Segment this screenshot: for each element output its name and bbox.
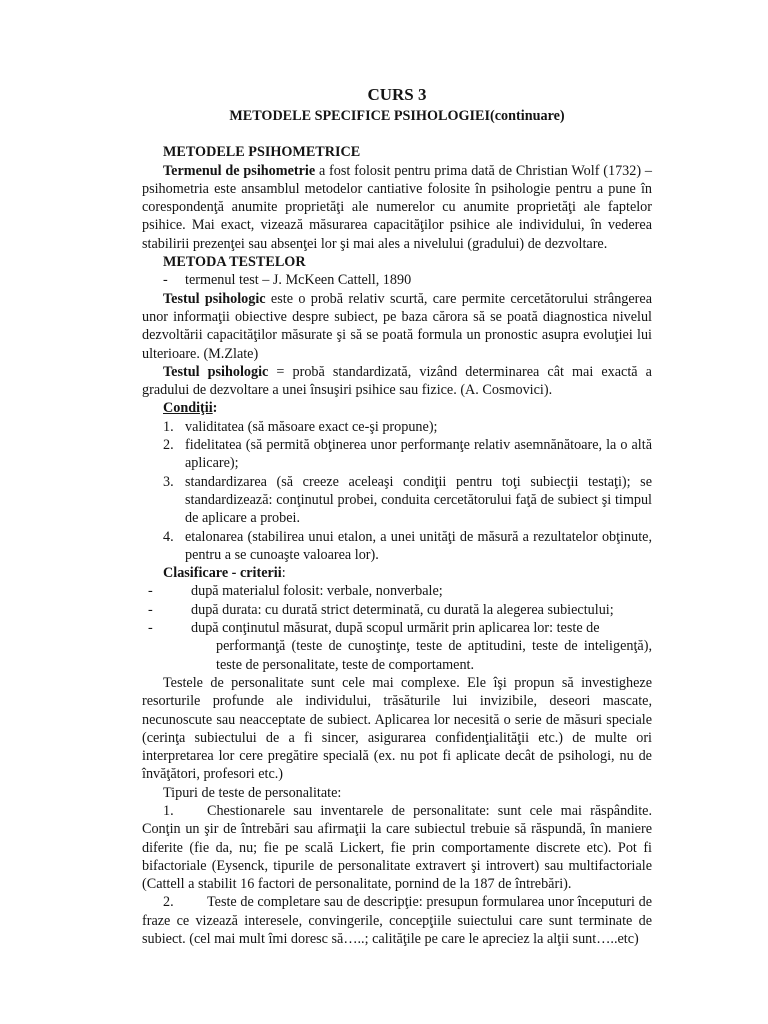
conditii-list — [142, 418, 652, 564]
list-item — [142, 418, 652, 436]
list-text: etalonarea (stabilirea unui etalon, a unei unităţi de măsură a rezultatelor obţinute, pentru a se cunoaşte valoarea lor). — [185, 528, 652, 563]
text-def2: = probă standardizată, vizând determinarea cât mai exactă a gradului de dezvoltare a unei însuşiri psihice sau fizice. (A. Cosmovici). — [142, 363, 652, 399]
text-def1: este o probă relativ scurtă, care permite cercetătorului strângerea unor informaţii obiective despre subiect, pe baza cărora să se poată diagnostica nivelul dezvoltării capacităţilor măsurate şi să se poată formula un pronostic asupra evoluţiei lui ulterioare. (M.Zlate) — [142, 290, 652, 362]
clasificare-label: Clasificare - criterii — [163, 565, 282, 582]
page-subtitle: METODELE SPECIFICE PSIHOLOGIEI(continuare) — [229, 108, 565, 124]
text-psihometrie: a fost folosit pentru prima dată de Christian Wolf (1732) – psihometria este ansamblul metodelor cantiative folosite în psihologie pentru a pune în corespondenţă anumite proprietăţi ale numerelor cu anumite proprietăţi ale faptelor psihice. Mai exact, vizează măsurarea capacităţilor psihice ale individului, în vederea stabilirii prezenţei sau absenţei lor şi mai ales a nivelului (gradului) de dezvoltare. — [142, 162, 652, 252]
page-title: CURS 3 — [367, 85, 427, 104]
list-text: standardizarea (să creeze aceleaşi condiţii pentru toţi subiecţii testaţi); se standardizează: conţinutul probei, conduita cercetătorului faţă de subiect şi timpul de aplicare a probei. — [185, 473, 652, 527]
clasificare-list — [142, 582, 652, 673]
list-text: Chestionarele sau inventarele de personalitate: sunt cele mai răspândite. Conţin un şir de întrebări sau afirmaţii la care subiectul trebuie să răspundă, în maniere diferite (fie da, nu; fie pe scală Lickert, fie prin comportamente discrete etc). Pot fi bifactoriale (Eysenck, tipurile de personalitate extravert şi introvert) sau multifactoriale (Cattell a stabilit 16 factori de personalitate, pornind de la 187 de întrebări). — [142, 802, 652, 893]
list-text: Teste de completare sau de descripţie: presupun formularea unor începuturi de fraze ce vizează interesele, convingerile, concepţiile suiectului care sunt terminate de subiect. (cel mai mult îmi doresc să…..; calităţile pe care le apreciez la alţii sunt…..etc) — [142, 894, 652, 948]
paragraph-psihometrie — [142, 162, 652, 253]
list-text: după conţinutul măsurat, după scopul urmărit prin aplicarea lor: teste de — [191, 620, 600, 637]
paragraph-personalitate: Testele de personalitate sunt cele mai complexe. Ele îşi propun să investigheze resorturile profunde ale individului, trăsăturile lui invizibile, deseori mascate, necunoscute sau neacceptate de subiect. Aplicarea lor necesită o serie de măsuri speciale (cerinţa subiectului de a fi sincer, asigurarea confidenţialităţii etc.) de multe ori interpretarea lor cere pregătire specială (ex. nu pot fi aplicate decât de psihologi, nu de învăţători, profesori etc.) — [142, 674, 652, 783]
list-item — [142, 619, 652, 637]
list-text: după durata: cu durată strict determinată, cu durată la alegerea subiectului; — [191, 601, 614, 618]
list-text: după materialul folosit: verbale, nonverbale; — [191, 583, 443, 600]
list-number: 2. — [163, 894, 174, 911]
section-heading-teste: METODA TESTELOR — [163, 254, 306, 271]
list-number: 1. — [163, 418, 174, 435]
paragraph-def1 — [142, 290, 652, 363]
list-number: 4. — [163, 528, 174, 545]
list-dash: - — [148, 583, 153, 600]
list-item — [142, 601, 652, 619]
paragraph-def2 — [142, 363, 652, 400]
list-dash: - — [148, 620, 153, 637]
document-page — [142, 84, 652, 948]
tipuri-heading: Tipuri de teste de personalitate: — [163, 784, 342, 801]
section-heading-psihometrie: METODELE PSIHOMETRICE — [163, 144, 361, 161]
term-psihometrie: Termenul de psihometrie — [163, 162, 316, 179]
list-item — [142, 436, 652, 473]
bullet-termenul-test — [142, 271, 652, 289]
list-item — [142, 582, 652, 600]
bullet-text: termenul test – J. McKeen Cattell, 1890 — [185, 272, 412, 289]
tipuri-item-2 — [142, 893, 652, 948]
list-item — [142, 473, 652, 528]
clasificare-continuation: performanţă (teste de cunoştinţe, teste de aptitudini, teste de inteligenţă), teste de personalitate, teste de comportament. — [216, 638, 652, 673]
clasificare-colon: : — [281, 565, 286, 582]
conditii-colon: : — [212, 400, 218, 417]
list-number: 1. — [163, 802, 174, 819]
conditii-label: Condiţii — [163, 400, 213, 417]
list-number: 3. — [163, 473, 174, 490]
tipuri-item-1 — [142, 802, 652, 893]
list-item — [142, 528, 652, 565]
term-def2: Testul psihologic — [163, 363, 269, 380]
list-text: fidelitatea (să permită obţinerea unor performanţe relativ asemnănătoare, la o altă aplicare); — [185, 437, 652, 472]
list-text: validitatea (să măsoare exact ce-şi propune); — [185, 418, 438, 435]
conditii-heading — [142, 399, 652, 417]
clasificare-heading — [142, 564, 652, 582]
term-def1: Testul psihologic — [163, 290, 266, 307]
bullet-dash: - — [163, 272, 168, 289]
list-number: 2. — [163, 437, 174, 454]
list-dash: - — [148, 601, 153, 618]
